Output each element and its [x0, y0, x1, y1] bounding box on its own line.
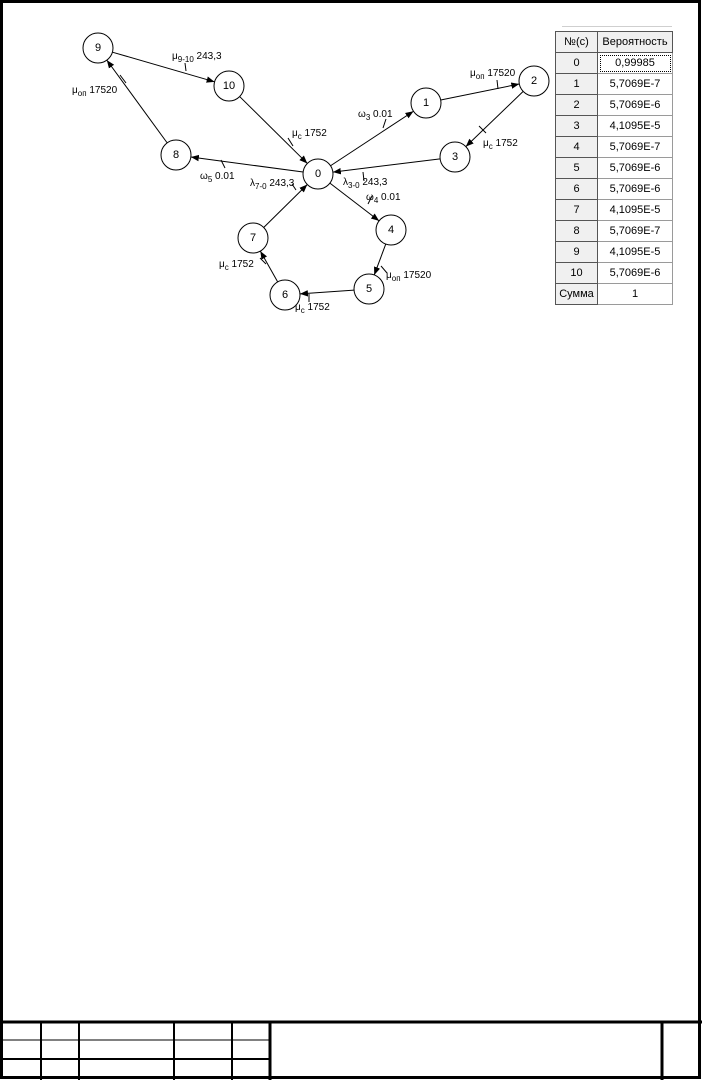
- edge-7-0: [264, 185, 308, 228]
- probability-cell[interactable]: 5,7069E-6: [598, 95, 673, 116]
- state-node-label: 4: [387, 224, 395, 236]
- probability-cell[interactable]: 4,1095E-5: [598, 242, 673, 263]
- probability-cell[interactable]: 5,7069E-7: [598, 221, 673, 242]
- edge-label-5-6: $\mu_c$ 1752: [295, 302, 330, 315]
- state-node-label: 0: [314, 168, 322, 180]
- state-cell: 9: [556, 242, 598, 263]
- sum-row: [556, 284, 673, 305]
- header-state[interactable]: №(с): [556, 32, 598, 53]
- edge-8-9: [107, 60, 167, 143]
- probability-cell[interactable]: 5,7069E-6: [598, 179, 673, 200]
- table-row: [556, 95, 673, 116]
- edge-label-6-7: $\mu_c$ 1752: [219, 259, 254, 272]
- edge-label-0-8: $\omega_5$ 0.01: [200, 171, 235, 184]
- state-cell: 2: [556, 95, 598, 116]
- edge-labels: [72, 51, 518, 315]
- state-node-label: 1: [422, 97, 430, 109]
- table-row: [556, 53, 673, 74]
- table-row: [556, 179, 673, 200]
- edge-label-7-0: $\lambda_{7-0}$ 243,3: [250, 178, 295, 191]
- probability-cell[interactable]: 5,7069E-7: [598, 137, 673, 158]
- state-node-label: 9: [94, 42, 102, 54]
- edge-label-10-0: $\mu_c$ 1752: [292, 128, 327, 141]
- title-block: [0, 1022, 702, 1080]
- edge-3-0: [333, 159, 440, 172]
- state-node-label: 3: [451, 151, 459, 163]
- edge-1-2: [441, 84, 520, 100]
- table-row: [556, 200, 673, 221]
- edge-4-5: [374, 244, 386, 275]
- state-node-label: 6: [281, 289, 289, 301]
- state-cell: 5: [556, 158, 598, 179]
- probability-cell[interactable]: 4,1095E-5: [598, 116, 673, 137]
- edge-label-tick: [497, 80, 498, 89]
- probability-cell[interactable]: 5,7069E-7: [598, 74, 673, 95]
- table-row: [556, 74, 673, 95]
- edge-label-0-1: $\omega_3$ 0.01: [358, 109, 393, 122]
- sum-value[interactable]: 1: [598, 284, 673, 305]
- state-cell: 4: [556, 137, 598, 158]
- edge-label-tick: [185, 63, 186, 71]
- table-row: [556, 242, 673, 263]
- state-cell: 0: [556, 53, 598, 74]
- state-cell: 7: [556, 200, 598, 221]
- probability-cell[interactable]: 0,99985: [598, 53, 673, 74]
- table-caption-clipped: [556, 18, 676, 27]
- probability-cell[interactable]: 5,7069E-6: [598, 158, 673, 179]
- table-row: [556, 158, 673, 179]
- probability-table: [555, 31, 673, 305]
- state-node-label: 7: [249, 232, 257, 244]
- edge-label-4-5: $\mu_{оп}$ 17520: [386, 270, 432, 283]
- state-node-label: 2: [530, 75, 538, 87]
- probability-cell[interactable]: 4,1095E-5: [598, 200, 673, 221]
- edge-label-3-0: $\lambda_{3-0}$ 243,3: [343, 177, 388, 190]
- table-row: [556, 116, 673, 137]
- edge-0-8: [191, 157, 303, 172]
- state-cell: 10: [556, 263, 598, 284]
- edge-label-0-4: $\omega_4$ 0.01: [366, 192, 401, 205]
- table-row: [556, 263, 673, 284]
- edge-label-2-3: $\mu_c$ 1752: [483, 138, 518, 151]
- probability-cell[interactable]: 5,7069E-6: [598, 263, 673, 284]
- header-probability[interactable]: Вероятность: [598, 32, 673, 53]
- state-node-label: 10: [222, 80, 236, 92]
- sum-label: Сумма: [556, 284, 598, 305]
- edge-6-7: [260, 251, 277, 282]
- edge-label-8-9: $\mu_{оп}$ 17520: [72, 85, 118, 98]
- state-cell: 8: [556, 221, 598, 242]
- edge-label-9-10: $\mu_{9-10}$ 243,3: [172, 51, 222, 64]
- state-cell: 1: [556, 74, 598, 95]
- state-node-label: 8: [172, 149, 180, 161]
- edge-label-tick: [383, 119, 386, 128]
- state-cell: 6: [556, 179, 598, 200]
- state-node-label: 5: [365, 283, 373, 295]
- edge-label-tick: [479, 126, 486, 133]
- table-row: [556, 221, 673, 242]
- edge-label-1-2: $\mu_{оп}$ 17520: [470, 68, 516, 81]
- table-header-row: [556, 32, 673, 53]
- edge-5-6: [300, 290, 354, 294]
- table-row: [556, 137, 673, 158]
- state-cell: 3: [556, 116, 598, 137]
